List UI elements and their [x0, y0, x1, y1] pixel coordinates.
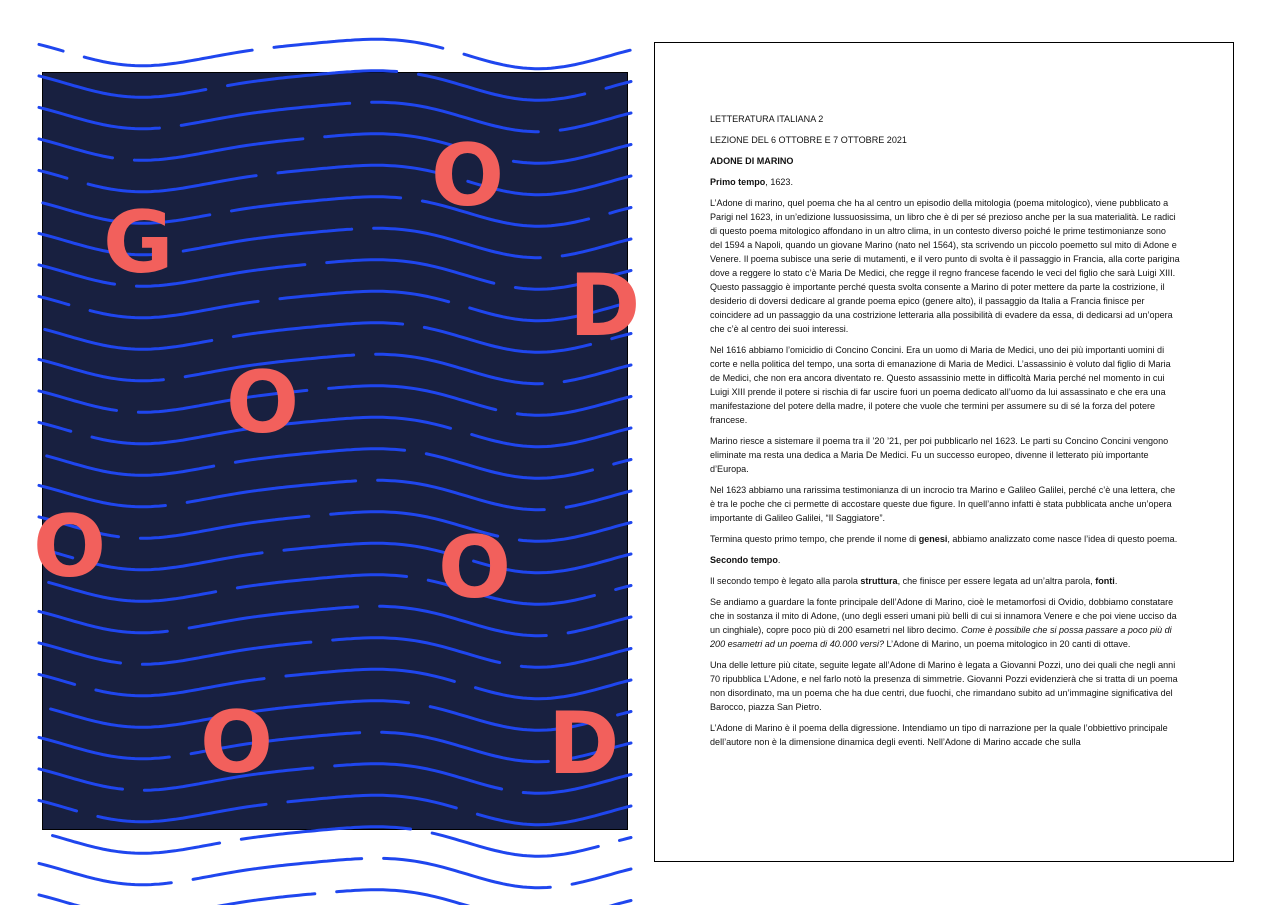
document-page	[654, 42, 1234, 862]
cover-letter-o: O	[431, 126, 505, 226]
section-heading-primo-tempo	[710, 175, 1180, 189]
wave-line	[39, 386, 631, 415]
paragraph: Una delle letture più citate, seguite legate all’Adone di Marino è legata a Giovanni Pozzi, uno dei quali che negli anni 70 ripubblica L’Adone, e nel farlo notò la presenza di simmetrie. Giovanni Pozzi evidenzierà che si tratta di un poema non disordinato, ma un poema che ha due centri, due fuochi, che rimandano subito ad un’immagine significativa del Barocco, piazza San Pietro.	[710, 660, 1178, 712]
keyword-fonti: fonti	[1095, 576, 1115, 586]
wave-line	[39, 102, 631, 131]
wave-line	[39, 39, 631, 68]
document-body	[710, 112, 1180, 756]
wave-line	[39, 575, 631, 604]
cover-letter-o: O	[33, 497, 107, 597]
cover-letter-o: O	[226, 353, 300, 453]
wave-line	[39, 858, 631, 887]
wave-line	[39, 638, 631, 667]
italic-question: Come è possibile che si possa passare a poco più di 200 esametri ad un poema di 40.000 versi?	[710, 625, 1172, 649]
section-heading-secondo-tempo	[710, 553, 1180, 567]
paragraph	[710, 532, 1180, 546]
lesson-header: LEZIONE DEL 6 OTTOBRE E 7 OTTOBRE 2021	[710, 135, 907, 145]
section-label: Secondo tempo	[710, 555, 778, 565]
cover-letter-o: O	[200, 693, 274, 793]
wave-line	[39, 323, 631, 352]
section-year: , 1623.	[765, 177, 793, 187]
wave-line	[39, 732, 631, 761]
text-run: .	[1114, 576, 1118, 586]
wave-line	[39, 795, 631, 824]
paragraph: Nel 1616 abbiamo l’omicidio di Concino Concini. Era un uomo di Maria de Medici, uno dei più importanti uomini di corte e nella politica del tempo, una sorta di emanazione di Maria de Medici. L’assassinio è voluto dal figlio di Maria de Medici, che non era ancora diventato re. Questo assassinio mette in difficoltà Maria perché nel momento in cui Luigi XIII prende il potere si rischia di far uscire fuori un poema dedicato all’uomo da lui assassinato e che era una manifestazione del potere della madre, il potere che vuole che termini per assumere su di sé la forza del potere francese.	[710, 345, 1171, 425]
wave-line	[39, 354, 631, 383]
cover-letter-d: D	[569, 256, 641, 356]
text-run: L’Adone di Marino, un poema mitologico in 20 canti di ottave.	[884, 639, 1131, 649]
keyword-genesi: genesi	[918, 534, 948, 544]
wave-line	[39, 669, 631, 698]
wave-line	[39, 480, 631, 509]
wave-line	[39, 890, 631, 905]
wave-line	[39, 764, 631, 793]
course-header: LETTERATURA ITALIANA 2	[710, 114, 824, 124]
paragraph: Marino riesce a sistemare il poema tra il ’20 ’21, per poi pubblicarlo nel 1623. Le parti su Concino Concini vengono eliminate ma resta una dedica a Maria De Medici. Fu un successo europeo, divenne il letterato più importante d’Europa.	[710, 436, 1169, 474]
wave-line	[39, 134, 631, 163]
cover-letter-o: O	[438, 518, 512, 618]
section-label: Primo tempo	[710, 177, 766, 187]
wave-line	[39, 543, 631, 572]
wave-line	[39, 606, 631, 635]
wave-line	[39, 417, 631, 446]
paragraph: Nel 1623 abbiamo una rarissima testimonianza di un incrocio tra Marino e Galileo Galilei, perché c’è una lettera, che è tra le poche che ci permette di accostare queste due figure. In quell’anno infatti è stata pubblicata anche un’opera importante di Galileo Galilei, “Il Saggiatore”.	[710, 485, 1176, 523]
text-run: , abbiamo analizzato come nasce l’idea di questo poema.	[947, 534, 1178, 544]
wave-line	[39, 827, 631, 856]
paragraph	[710, 574, 1180, 588]
paragraph	[710, 595, 1180, 651]
cover-letter-g: G	[103, 193, 174, 293]
keyword-struttura: struttura	[860, 576, 898, 586]
document-title: ADONE DI MARINO	[710, 156, 794, 166]
text-run: Termina questo primo tempo, che prende il nome di	[710, 534, 919, 544]
paragraph: L’Adone di Marino è il poema della digressione. Intendiamo un tipo di narrazione per la quale l’obbiettivo principale dell’autore non è la dimensione dinamica degli eventi. Nell’Adone di Marino accade che sulla	[710, 723, 1168, 747]
text-run: , che finisce per essere legata ad un’altra parola,	[897, 576, 1096, 586]
wave-line	[39, 71, 631, 100]
wave-lines-pattern	[43, 73, 629, 831]
paragraph: L’Adone di marino, quel poema che ha al centro un episodio della mitologia (poema mitologico), viene pubblicato a Parigi nel 1623, in un’edizione lussuosissima, un libro che è di per sé prezioso anche per la sua materialità. Le radici di questo poema mitologico affondano in un altro clima, in un contesto diverso poiché le prime testimonianze sono del 1594 a Napoli, quando un giovane Marino (nato nel 1564), sta scrivendo un piccolo poemetto sul mito di Adone e Venere. Il poema subisce una serie di mutamenti, e il vero punto di svolta è il passaggio in Francia, alla corte parigina dove a reggere lo stato c’è Maria De Medici, che regge il regno francese facendo le veci del figlio che sarà Luigi XIII. Questo passaggio è importante perché questa svolta consente a Marino di poter mettere da parte la costrizione, il desiderio di doversi dedicare al grande poema epico (genere alto), il passaggio da Italia a Francia finisce per coincidere ad un passaggio da una costrizione letteraria alla possibilità di evadere da essa, di dedicarsi ad un’opera che c’è al centro dei suoi interessi.	[710, 198, 1180, 334]
cover-letter-d: D	[548, 694, 620, 794]
wave-line	[39, 291, 631, 320]
wave-line	[39, 165, 631, 194]
text-run: Se andiamo a guardare la fonte principale dell’Adone di Marino, cioè le metamorfosi di Ovidio, dobbiamo constatare che in sostanza il mito di Adone, (uno degli esseri umani più belli di cui si innamora Venere e che poi viene ucciso da un cinghiale), copre poco più di 200 esametri nel libro decimo.	[710, 597, 1177, 635]
cover-artwork	[33, 72, 641, 830]
wave-line	[39, 512, 631, 541]
wave-line	[39, 449, 631, 478]
text-run: .	[777, 555, 781, 565]
wave-line	[39, 701, 631, 730]
text-run: Il secondo tempo è legato alla parola	[710, 576, 861, 586]
